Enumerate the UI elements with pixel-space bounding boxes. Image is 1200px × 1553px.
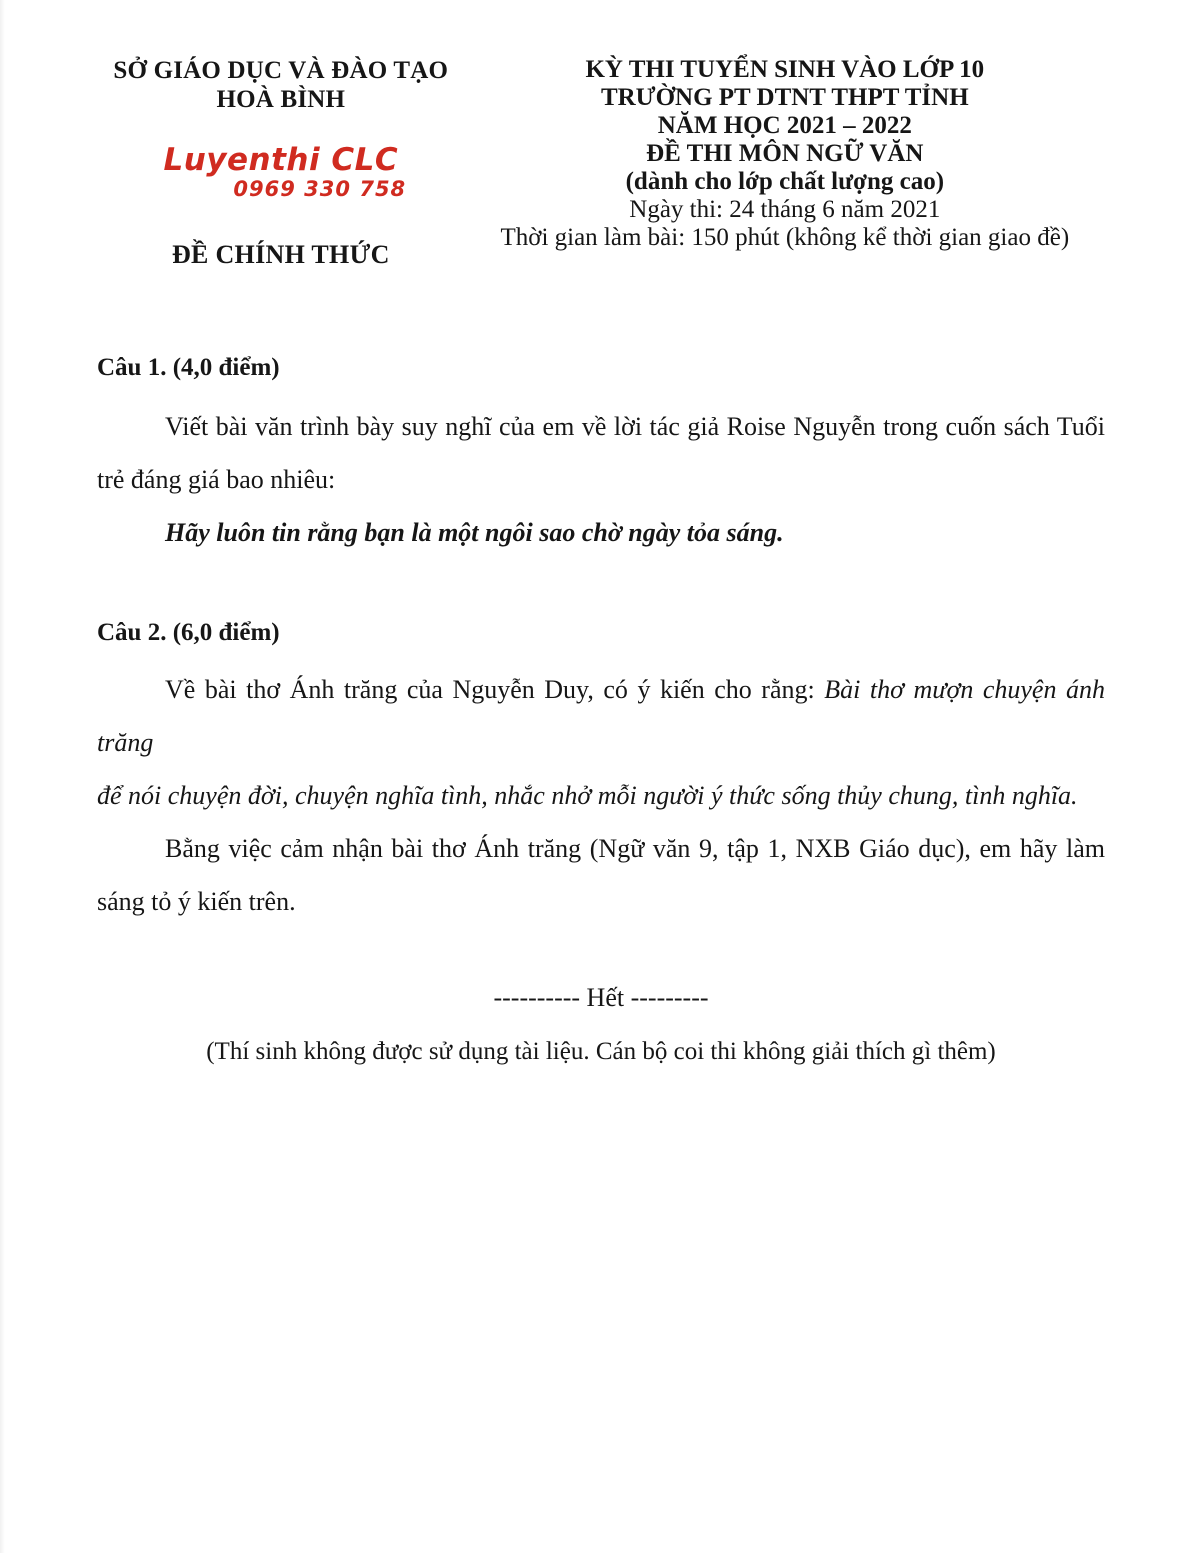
exam-duration: Thời gian làm bài: 150 phút (không kể thời gian giao đề) (500, 224, 1070, 251)
exam-school-year: NĂM HỌC 2021 – 2022 (657, 112, 912, 139)
exam-title-line1: KỲ THI TUYỂN SINH VÀO LỚP 10 (585, 56, 985, 83)
question2-p1-line1-regular: Về bài thơ Ánh trăng của Nguyễn Duy, có ý kiến cho rằng: (165, 675, 825, 704)
end-marker: ---------- Hết --------- (493, 983, 709, 1012)
question2-p2-line2: sáng tỏ ý kiến trên. (97, 887, 296, 916)
exam-status-label: ĐỀ CHÍNH THỨC (171, 240, 390, 269)
question2-p1-line2: để nói chuyện đời, chuyện nghĩa tình, nhắc nhở mỗi người ý thức sống thủy chung, tình nghĩa. (97, 781, 1078, 810)
document-header (97, 56, 1105, 270)
province-name: HOÀ BÌNH (216, 86, 346, 113)
brand-logo (97, 144, 465, 201)
question2-p1-line1-italic: Bài thơ mượn chuyện ánh trăng (97, 675, 1105, 757)
question1-quote: Hãy luôn tin rằng bạn là một ngôi sao chờ ngày tỏa sáng. (165, 518, 784, 547)
exam-body (97, 352, 1105, 1068)
exam-class-note: (dành cho lớp chất lượng cao) (625, 168, 945, 195)
exam-date: Ngày thi: 24 tháng 6 năm 2021 (629, 196, 941, 223)
question2-heading: Câu 2. (6,0 điểm) (97, 619, 280, 646)
question2-p1-line1 (97, 663, 1105, 769)
header-left-block (97, 56, 465, 270)
question1-paragraph (97, 400, 1105, 506)
department-name: SỞ GIÁO DỤC VÀ ĐÀO TẠO (113, 57, 449, 84)
question1-line1: Viết bài văn trình bày suy nghĩ của em về lời tác giả Roise Nguyễn trong cuốn sách Tuổi (165, 412, 1105, 441)
brand-logo-phone: 0969 330 758 (233, 177, 407, 201)
question1-line2: trẻ đáng giá bao nhiêu: (97, 465, 336, 494)
question1-heading: Câu 1. (4,0 điểm) (97, 354, 280, 381)
scan-edge-artifact (0, 0, 5, 1553)
question2-paragraph1 (97, 663, 1105, 822)
question2-paragraph2 (97, 822, 1105, 928)
brand-logo-title: Luyenthi CLC (163, 142, 399, 178)
examiner-note: (Thí sinh không được sử dụng tài liệu. Cán bộ coi thi không giải thích gì thêm) (206, 1038, 996, 1065)
exam-title-line2: TRƯỜNG PT DTNT THPT TỈNH (600, 84, 969, 111)
exam-subject: ĐỀ THI MÔN NGỮ VĂN (646, 140, 924, 167)
header-right-block (465, 56, 1105, 270)
question2-p2-line1: Bằng việc cảm nhận bài thơ Ánh trăng (Ngữ văn 9, tập 1, NXB Giáo dục), em hãy làm (165, 834, 1105, 863)
